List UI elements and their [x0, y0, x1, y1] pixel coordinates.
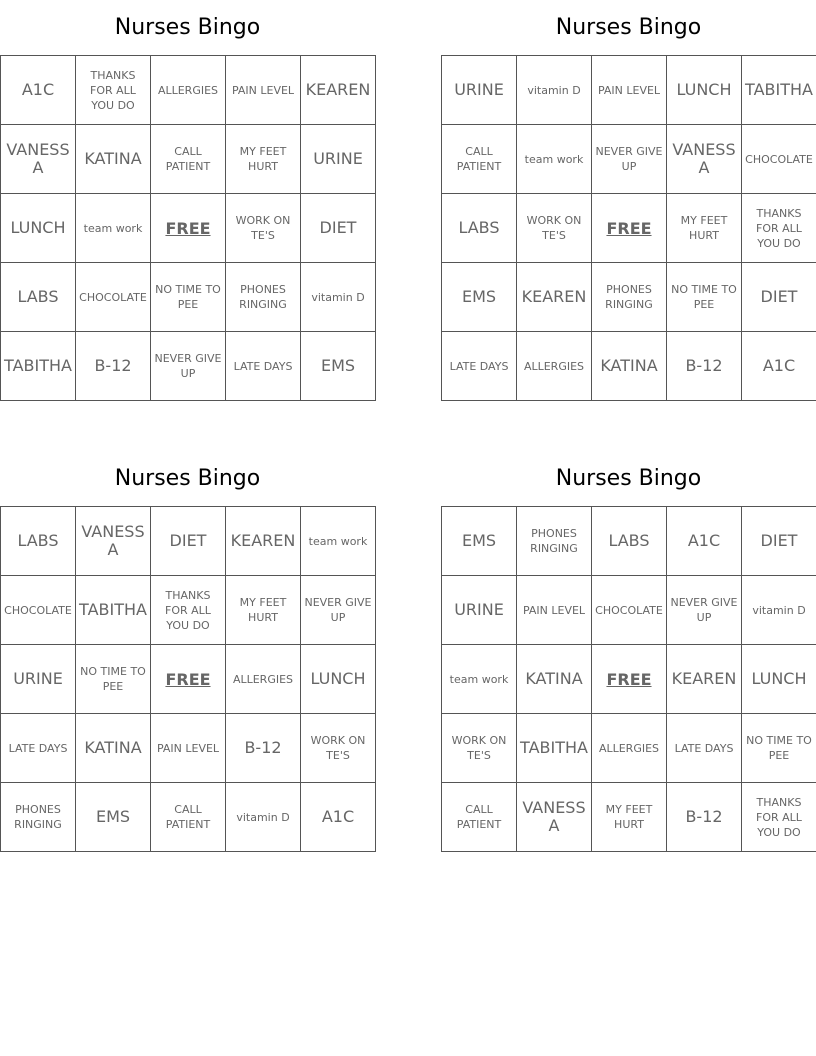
bingo-cell: KATINA — [592, 332, 667, 401]
bingo-cell: vitamin D — [301, 263, 376, 332]
bingo-cell: EMS — [442, 263, 517, 332]
bingo-cell: team work — [301, 507, 376, 576]
bingo-cell: KATINA — [76, 714, 151, 783]
bingo-cell: NO TIME TO PEE — [76, 645, 151, 714]
bingo-cell: KEAREN — [301, 56, 376, 125]
bingo-cell: TABITHA — [76, 576, 151, 645]
bingo-grid — [0, 506, 376, 852]
grid-row — [442, 332, 816, 401]
bingo-cell: PAIN LEVEL — [151, 714, 226, 783]
bingo-grid — [441, 55, 816, 401]
bingo-cell: CHOCOLATE — [592, 576, 667, 645]
bingo-cell: DIET — [151, 507, 226, 576]
bingo-cell: LUNCH — [742, 645, 816, 714]
bingo-cell: TABITHA — [517, 714, 592, 783]
grid-row — [442, 576, 816, 645]
bingo-cell: NO TIME TO PEE — [151, 263, 226, 332]
bingo-cell: NEVER GIVE UP — [301, 576, 376, 645]
bingo-cell: MY FEET HURT — [592, 783, 667, 852]
bingo-cell: CALL PATIENT — [151, 783, 226, 852]
bingo-cell-free: FREE — [151, 645, 226, 714]
bingo-cell: VANESSA — [76, 507, 151, 576]
card-title: Nurses Bingo — [114, 466, 261, 491]
bingo-card-2 — [441, 0, 816, 401]
bingo-card-3 — [0, 451, 375, 852]
bingo-cell: CHOCOLATE — [742, 125, 816, 194]
bingo-cell: A1C — [667, 507, 742, 576]
bingo-cell: EMS — [76, 783, 151, 852]
card-title: Nurses Bingo — [555, 466, 702, 491]
bingo-cell: LATE DAYS — [442, 332, 517, 401]
bingo-cell: URINE — [442, 576, 517, 645]
bingo-cell: WORK ON TE'S — [442, 714, 517, 783]
bingo-cell: NEVER GIVE UP — [667, 576, 742, 645]
bingo-grid — [441, 506, 816, 852]
bingo-cell: LUNCH — [667, 56, 742, 125]
bingo-cell: CHOCOLATE — [1, 576, 76, 645]
bingo-cell: LABS — [1, 263, 76, 332]
bingo-cell: URINE — [301, 125, 376, 194]
bingo-cell: URINE — [1, 645, 76, 714]
grid-row — [442, 783, 816, 852]
bingo-cell: MY FEET HURT — [226, 576, 301, 645]
bingo-cell: KEAREN — [517, 263, 592, 332]
bingo-cell: ALLERGIES — [517, 332, 592, 401]
bingo-cell: CALL PATIENT — [151, 125, 226, 194]
bingo-cell: PAIN LEVEL — [517, 576, 592, 645]
bingo-cell: KEAREN — [226, 507, 301, 576]
bingo-cell: B-12 — [76, 332, 151, 401]
grid-row — [442, 125, 816, 194]
bingo-card-1 — [0, 0, 375, 401]
bingo-cell: THANKS FOR ALL YOU DO — [742, 783, 816, 852]
bingo-cell: PAIN LEVEL — [226, 56, 301, 125]
grid-row — [1, 332, 376, 401]
bingo-cell: PHONES RINGING — [592, 263, 667, 332]
bingo-cell: ALLERGIES — [226, 645, 301, 714]
bingo-cell: team work — [76, 194, 151, 263]
bingo-cell: LABS — [442, 194, 517, 263]
bingo-cell: THANKS FOR ALL YOU DO — [76, 56, 151, 125]
bingo-cell: vitamin D — [517, 56, 592, 125]
bingo-cell: EMS — [442, 507, 517, 576]
card-title: Nurses Bingo — [114, 15, 261, 40]
bingo-cell: PHONES RINGING — [1, 783, 76, 852]
grid-row — [1, 714, 376, 783]
bingo-cell: LATE DAYS — [226, 332, 301, 401]
bingo-cell: TABITHA — [742, 56, 816, 125]
bingo-cell: B-12 — [667, 332, 742, 401]
bingo-cell: LATE DAYS — [667, 714, 742, 783]
bingo-cell: VANESSA — [667, 125, 742, 194]
bingo-cell: LATE DAYS — [1, 714, 76, 783]
bingo-cell: CHOCOLATE — [76, 263, 151, 332]
bingo-cell: ALLERGIES — [151, 56, 226, 125]
bingo-cell: DIET — [742, 263, 816, 332]
bingo-cell: VANESSA — [1, 125, 76, 194]
bingo-cell: KATINA — [76, 125, 151, 194]
card-title: Nurses Bingo — [555, 15, 702, 40]
bingo-cell: team work — [442, 645, 517, 714]
bingo-cell-free: FREE — [592, 645, 667, 714]
grid-row — [442, 56, 816, 125]
bingo-cell: CALL PATIENT — [442, 125, 517, 194]
bingo-cell: LUNCH — [301, 645, 376, 714]
bingo-cell: EMS — [301, 332, 376, 401]
grid-row — [1, 783, 376, 852]
grid-row — [442, 263, 816, 332]
bingo-cell: NEVER GIVE UP — [151, 332, 226, 401]
bingo-cell-free: FREE — [592, 194, 667, 263]
bingo-cell: LUNCH — [1, 194, 76, 263]
bingo-cell: DIET — [301, 194, 376, 263]
bingo-cell: TABITHA — [1, 332, 76, 401]
bingo-cell: NO TIME TO PEE — [667, 263, 742, 332]
bingo-cell: WORK ON TE'S — [517, 194, 592, 263]
bingo-cell: MY FEET HURT — [667, 194, 742, 263]
bingo-cell: vitamin D — [226, 783, 301, 852]
grid-row — [1, 263, 376, 332]
grid-row — [1, 645, 376, 714]
grid-row — [442, 507, 816, 576]
grid-row — [1, 56, 376, 125]
grid-row — [442, 714, 816, 783]
bingo-cell: NO TIME TO PEE — [742, 714, 816, 783]
bingo-grid — [0, 55, 376, 401]
grid-row — [1, 507, 376, 576]
bingo-cell: PHONES RINGING — [226, 263, 301, 332]
grid-row — [1, 194, 376, 263]
grid-row — [1, 576, 376, 645]
bingo-cell: NEVER GIVE UP — [592, 125, 667, 194]
bingo-cell: WORK ON TE'S — [301, 714, 376, 783]
bingo-cell: PHONES RINGING — [517, 507, 592, 576]
bingo-cell: KATINA — [517, 645, 592, 714]
bingo-cell: B-12 — [226, 714, 301, 783]
bingo-cell: THANKS FOR ALL YOU DO — [742, 194, 816, 263]
bingo-cell: CALL PATIENT — [442, 783, 517, 852]
grid-row — [1, 125, 376, 194]
bingo-cell: KEAREN — [667, 645, 742, 714]
bingo-card-4 — [441, 451, 816, 852]
bingo-cell: MY FEET HURT — [226, 125, 301, 194]
bingo-cell: DIET — [742, 507, 816, 576]
bingo-cell: THANKS FOR ALL YOU DO — [151, 576, 226, 645]
bingo-cell: LABS — [1, 507, 76, 576]
bingo-cell: A1C — [301, 783, 376, 852]
bingo-cell: LABS — [592, 507, 667, 576]
bingo-cell-free: FREE — [151, 194, 226, 263]
bingo-cell: A1C — [1, 56, 76, 125]
bingo-cell: PAIN LEVEL — [592, 56, 667, 125]
bingo-cell: team work — [517, 125, 592, 194]
bingo-cell: B-12 — [667, 783, 742, 852]
grid-row — [442, 645, 816, 714]
bingo-cell: vitamin D — [742, 576, 816, 645]
bingo-cell: ALLERGIES — [592, 714, 667, 783]
bingo-cell: A1C — [742, 332, 816, 401]
bingo-cell: VANESSA — [517, 783, 592, 852]
bingo-cell: URINE — [442, 56, 517, 125]
grid-row — [442, 194, 816, 263]
bingo-cell: WORK ON TE'S — [226, 194, 301, 263]
